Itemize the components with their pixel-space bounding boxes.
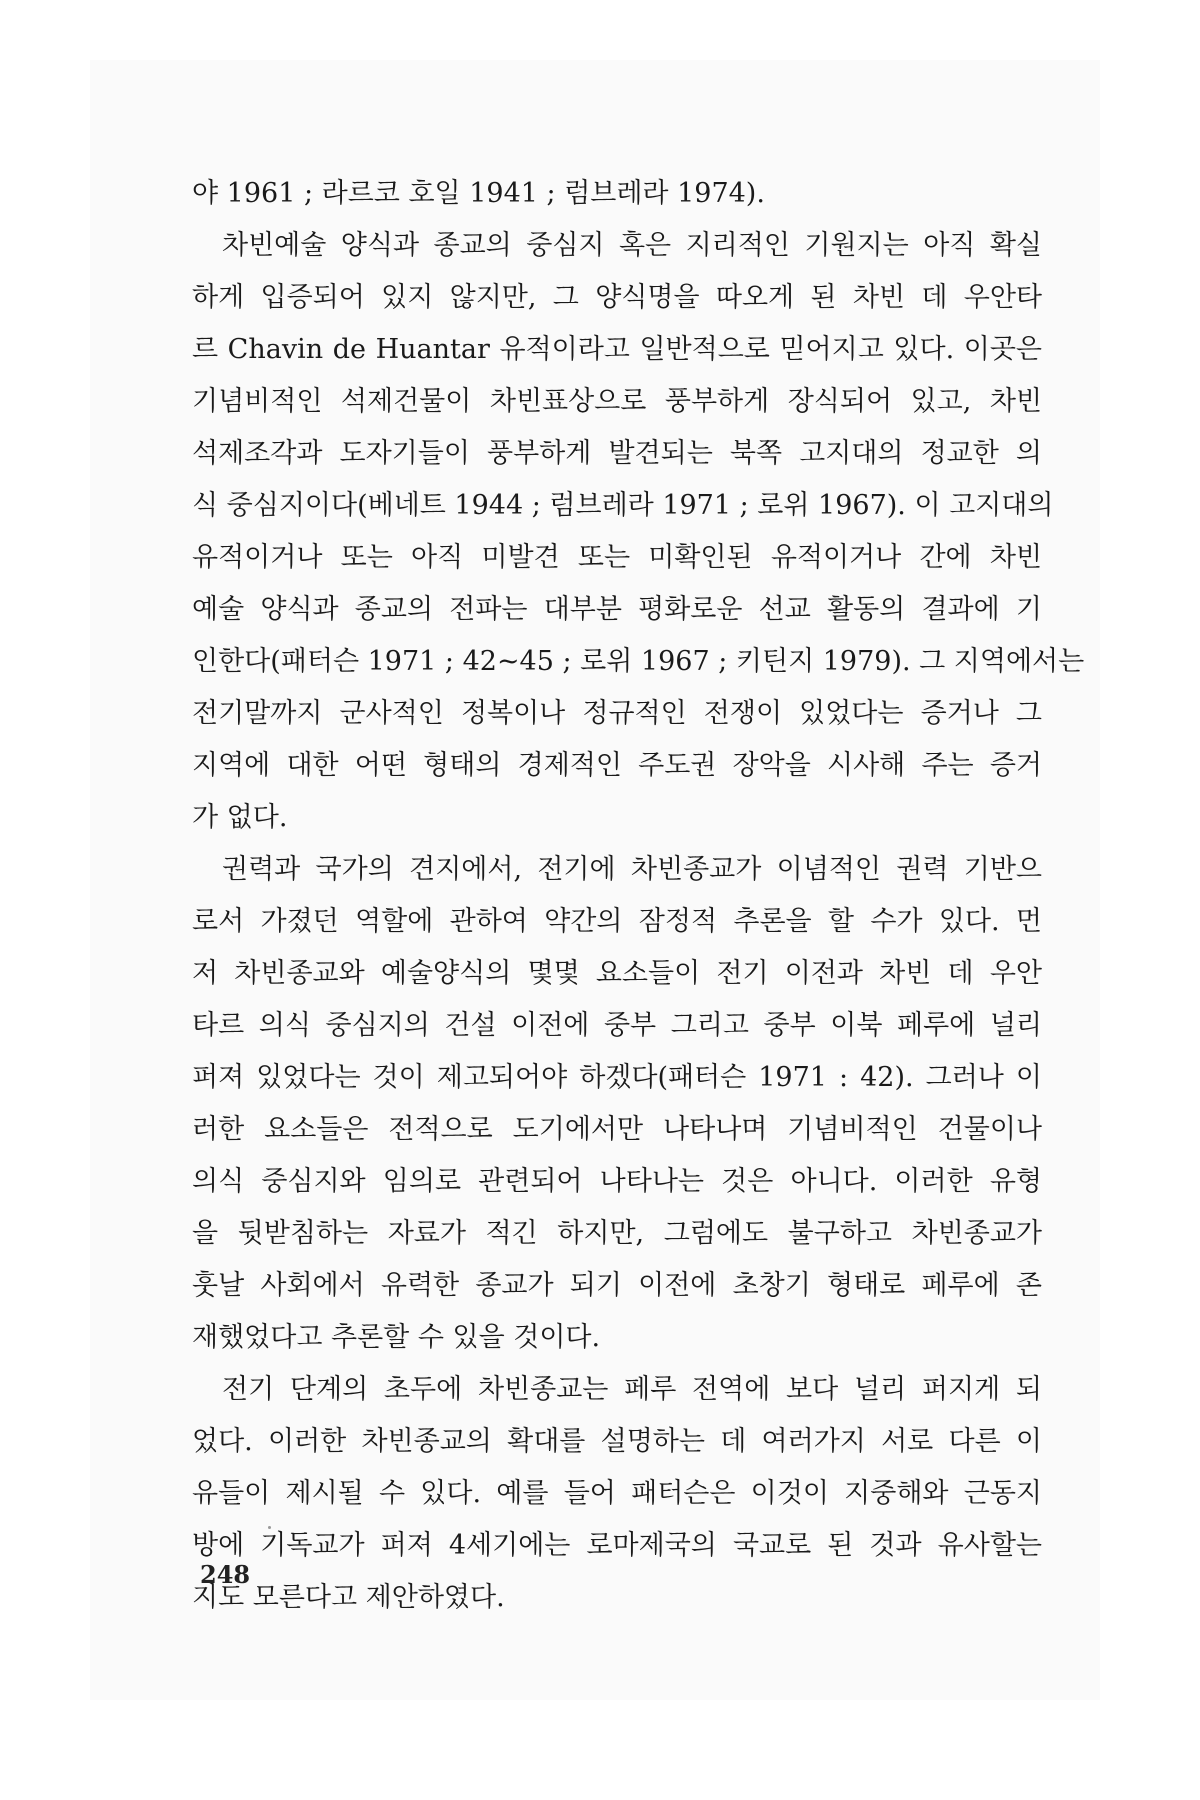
text-line: 퍼져 있었다는 것이 제고되어야 하겠다(패터슨 1971 : 42). 그러나 이 bbox=[192, 1062, 1042, 1093]
text-line: 저 차빈종교와 예술양식의 몇몇 요소들이 전기 이전과 차빈 데 우안 bbox=[192, 958, 1042, 989]
text-line: 하게 입증되어 있지 않지만, 그 양식명을 따오게 된 차빈 데 우안타 bbox=[192, 282, 1042, 313]
text-line: 로서 가졌던 역할에 관하여 약간의 잠정적 추론을 할 수가 있다. 먼 bbox=[192, 906, 1042, 937]
text-line: 타르 의식 중심지의 건설 이전에 중부 그리고 중부 이북 페루에 널리 bbox=[192, 1010, 1042, 1041]
text-line: 훗날 사회에서 유력한 종교가 되기 이전에 초창기 형태로 페루에 존 bbox=[192, 1270, 1042, 1301]
text-line: 의식 중심지와 임의로 관련되어 나타나는 것은 아니다. 이러한 유형 bbox=[192, 1166, 1042, 1197]
text-line: 전기 단계의 초두에 차빈종교는 페루 전역에 보다 널리 퍼지게 되 bbox=[222, 1374, 1042, 1405]
text-line: 인한다(패터슨 1971 ; 42~45 ; 로위 1967 ; 키틴지 1979). 그 지역에서는 bbox=[192, 646, 1085, 677]
text-line: 재했었다고 추론할 수 있을 것이다. bbox=[192, 1322, 601, 1353]
text-line: 지도 모른다고 제안하였다. bbox=[192, 1582, 505, 1613]
text-line: 르 Chavin de Huantar 유적이라고 일반적으로 믿어지고 있다. 이곳은 bbox=[192, 334, 1042, 365]
text-line: 을 뒷받침하는 자료가 적긴 하지만, 그럼에도 불구하고 차빈종교가 bbox=[192, 1218, 1042, 1249]
text-line: 석제조각과 도자기들이 풍부하게 발견되는 북쪽 고지대의 정교한 의 bbox=[192, 438, 1042, 469]
text-line: 기념비적인 석제건물이 차빈표상으로 풍부하게 장식되어 있고, 차빈 bbox=[192, 386, 1042, 417]
body-text bbox=[192, 168, 1085, 1624]
text-line: 러한 요소들은 전적으로 도기에서만 나타나며 기념비적인 건물이나 bbox=[192, 1114, 1042, 1145]
text-line: 권력과 국가의 견지에서, 전기에 차빈종교가 이념적인 권력 기반으 bbox=[222, 854, 1042, 885]
text-line: 유적이거나 또는 아직 미발견 또는 미확인된 유적이거나 간에 차빈 bbox=[192, 542, 1042, 573]
scan-speck bbox=[268, 1526, 271, 1529]
text-line: 유들이 제시될 수 있다. 예를 들어 패터슨은 이것이 지중해와 근동지 bbox=[192, 1478, 1042, 1509]
text-line: 가 없다. bbox=[192, 802, 288, 833]
text-line: 야 1961 ; 라르코 호일 1941 ; 럼브레라 1974). bbox=[192, 178, 765, 209]
text-line: 었다. 이러한 차빈종교의 확대를 설명하는 데 여러가지 서로 다른 이 bbox=[192, 1426, 1042, 1457]
text-line: 전기말까지 군사적인 정복이나 정규적인 전쟁이 있었다는 증거나 그 bbox=[192, 698, 1042, 729]
text-line: 예술 양식과 종교의 전파는 대부분 평화로운 선교 활동의 결과에 기 bbox=[192, 594, 1042, 625]
page-number: 248 bbox=[200, 1560, 251, 1589]
text-line: 차빈예술 양식과 종교의 중심지 혹은 지리적인 기원지는 아직 확실 bbox=[222, 230, 1042, 261]
text-line: 방에 기독교가 퍼져 4세기에는 로마제국의 국교로 된 것과 유사할는 bbox=[192, 1530, 1042, 1561]
text-line: 식 중심지이다(베네트 1944 ; 럼브레라 1971 ; 로위 1967). 이 고지대의 bbox=[192, 490, 1054, 521]
text-line: 지역에 대한 어떤 형태의 경제적인 주도권 장악을 시사해 주는 증거 bbox=[192, 750, 1042, 781]
